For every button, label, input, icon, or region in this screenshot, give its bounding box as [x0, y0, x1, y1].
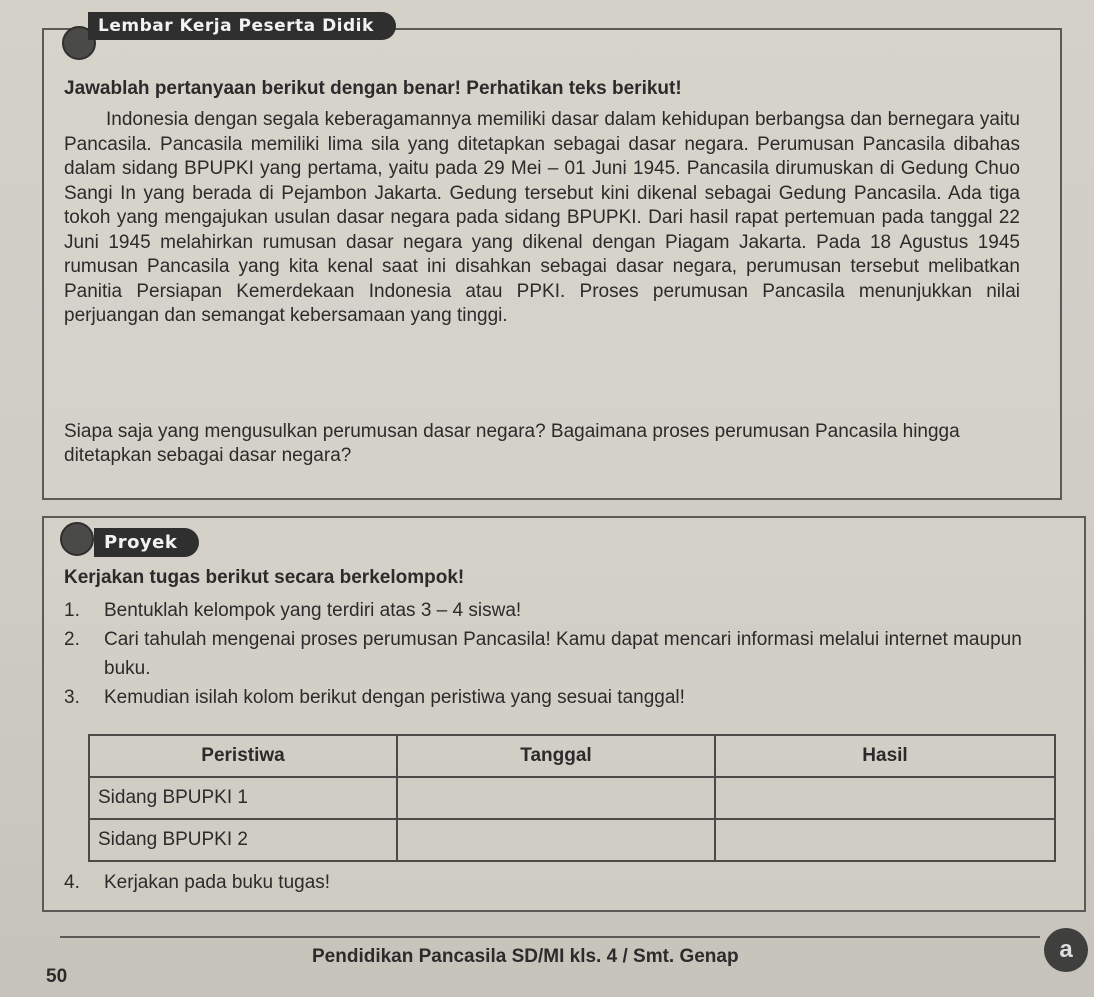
table-header-row	[89, 735, 1055, 777]
worksheet-badge: Lembar Kerja Peserta Didik	[88, 12, 396, 40]
task-item	[64, 596, 1064, 625]
task-item	[64, 683, 1064, 712]
task-number: 3.	[64, 687, 80, 708]
header-hasil: Hasil	[715, 735, 1055, 777]
cell-hasil[interactable]	[715, 819, 1055, 861]
book-title: Pendidikan Pancasila SD/MI kls. 4 / Smt. Genap	[312, 946, 739, 967]
worksheet-instruction: Jawablah pertanyaan berikut dengan benar! Perhatikan teks berikut!	[64, 78, 682, 99]
task-number: 1.	[64, 600, 80, 621]
table-row	[89, 819, 1055, 861]
task-text: Bentuklah kelompok yang terdiri atas 3 – 4 siswa!	[104, 600, 522, 621]
page-number: 50	[46, 966, 68, 987]
header-tanggal: Tanggal	[397, 735, 715, 777]
cell-tanggal[interactable]	[397, 819, 715, 861]
task-number: 2.	[64, 629, 80, 650]
project-badge: Proyek	[94, 528, 199, 557]
project-task-list	[64, 596, 1064, 712]
cell-peristiwa: Sidang BPUPKI 1	[89, 777, 397, 819]
project-instruction: Kerjakan tugas berikut secara berkelompok!	[64, 567, 465, 588]
task-item	[64, 868, 330, 897]
cell-peristiwa: Sidang BPUPKI 2	[89, 819, 397, 861]
worksheet-paragraph	[64, 108, 1020, 329]
task-text: Cari tahulah mengenai proses perumusan Pancasila! Kamu dapat mencari informasi melalui internet maupun buku.	[104, 629, 1022, 679]
event-table	[88, 734, 1056, 862]
task-item	[64, 625, 1064, 683]
cell-hasil[interactable]	[715, 777, 1055, 819]
header-peristiwa: Peristiwa	[89, 735, 397, 777]
footer-divider	[60, 936, 1040, 938]
cell-tanggal[interactable]	[397, 777, 715, 819]
project-last-task	[64, 868, 330, 897]
task-text: Kerjakan pada buku tugas!	[104, 872, 331, 893]
publisher-logo-icon: a	[1044, 928, 1088, 972]
task-number: 4.	[64, 872, 80, 893]
worksheet-question: Siapa saja yang mengusulkan perumusan dasar negara? Bagaimana proses perumusan Pancasila hingga ditetapkan sebagai dasar negara?	[64, 421, 960, 466]
project-badge-icon	[60, 522, 94, 556]
task-text: Kemudian isilah kolom berikut dengan peristiwa yang sesuai tanggal!	[104, 687, 685, 708]
paragraph-text: Indonesia dengan segala keberagamannya memiliki dasar dalam kehidupan berbangsa dan bernegara yaitu Pancasila. Pancasila memiliki lima sila yang ditetapkan sebagai dasar negara. Perumusan Pancasila dibahas dalam sidang BPUPKI yang pertama, yaitu pada 29 Mei – 01 Juni 1945. Pancasila dirumuskan di Gedung Chuo Sangi In yang berada di Pejambon Jakarta. Gedung tersebut kini dikenal sebagai Gedung Pancasila. Ada tiga tokoh yang mengajukan usulan dasar negara pada sidang BPUPKI. Dari hasil rapat pertemuan pada tanggal 22 Juni 1945 melahirkan rumusan dasar negara yang dikenal dengan Piagam Jakarta. Pada 18 Agustus 1945 rumusan Pancasila yang kita kenal saat ini disahkan sebagai dasar negara, perumusan tersebut melibatkan Panitia Persiapan Kemerdekaan Indonesia atau PPKI. Proses perumusan Pancasila menunjukkan nilai perjuangan dan semangat kebersamaan yang tinggi.	[64, 109, 1020, 326]
table-row	[89, 777, 1055, 819]
